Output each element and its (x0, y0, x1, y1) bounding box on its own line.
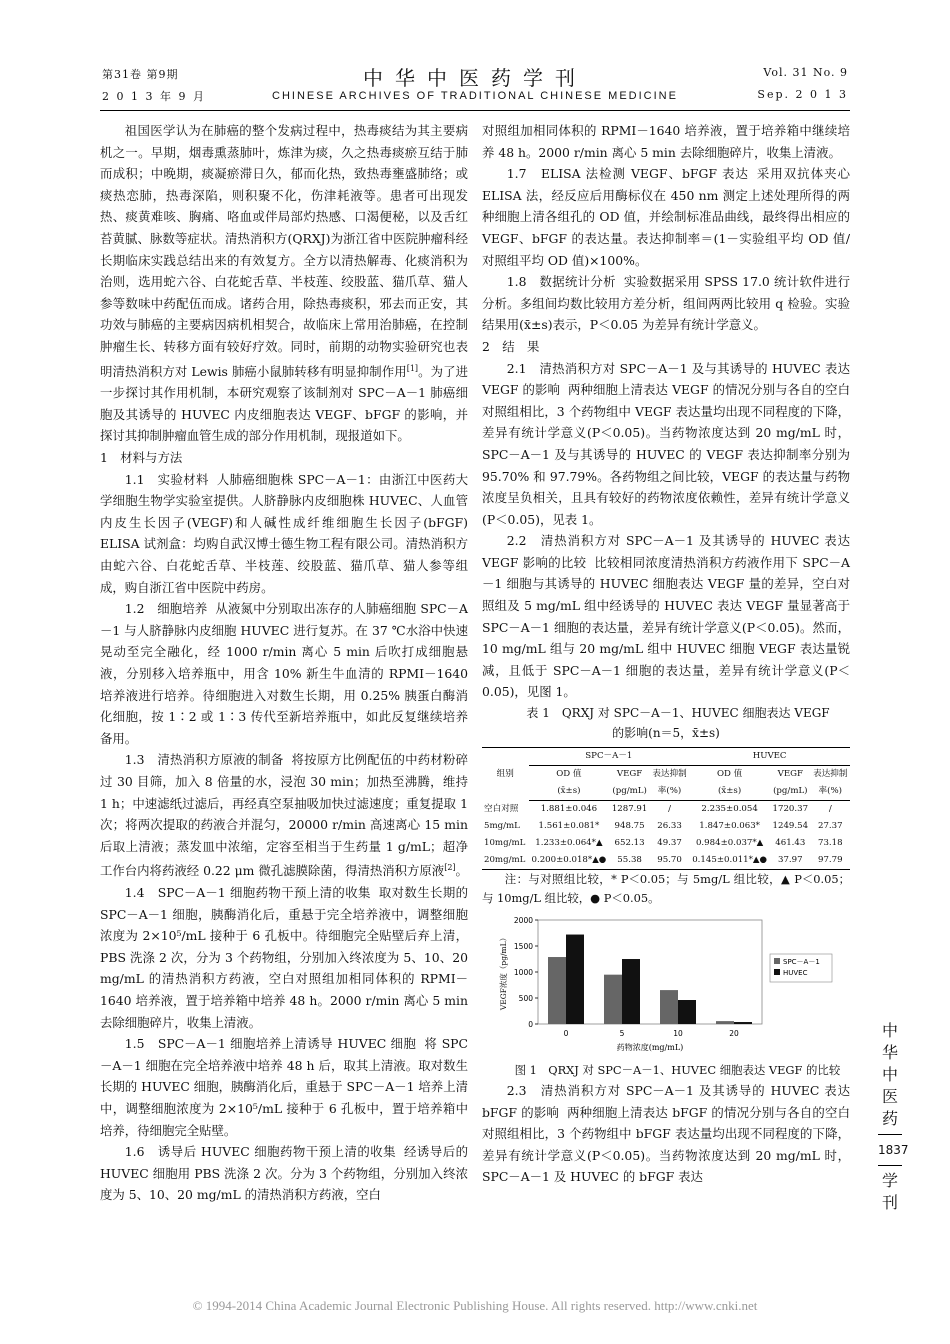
table-header-spc: SPC－A－1 (529, 748, 690, 766)
left-column (100, 120, 468, 1206)
x-tick-label: 20 (729, 1029, 739, 1039)
y-tick-label: 1000 (513, 968, 533, 978)
section-1-5: 1.5 SPC－A－1 细胞培养上清诱导 HUVEC 细胞 将 SPC－A－1 细胞在完全培养液中培养 48 h 后，取其上清液。取对数生长期的 HUVEC 细胞，胰酶消化后，重悬于 SPC－A－1 培养上清中，调整细胞浓度为 2×10⁵/mL 接种于 6 孔板中，置于培养箱中培养，待细胞完全贴壁。 (100, 1036, 468, 1138)
copyright-footer: © 1994-2014 China Academic Journal Electronic Publishing House. All rights reserved. http://www.cnki.net (192, 1298, 758, 1313)
chart-svg (482, 912, 850, 1060)
table-header-od: OD 值 (556, 769, 582, 780)
legend-label: HUVEC (783, 969, 808, 978)
table-header-inhibition-unit: 率(%) (811, 783, 850, 801)
section-2-heading: 2 结 果 (482, 338, 540, 354)
page-number: 1837 (878, 1143, 909, 1157)
y-tick-label: 1500 (513, 942, 533, 952)
y-axis-label: VEGF浓度（pg/mL） (499, 933, 508, 1011)
legend-swatch (774, 969, 780, 975)
right-column (482, 120, 850, 1188)
date-en: Sep. 2 0 1 3 (757, 88, 848, 101)
section-1-6-continued: 对照组加相同体积的 RPMI－1640 培养液，置于培养箱中继续培养 48 h。2000 r/min 离心 5 min 去除细胞碎片，收集上清液。 (482, 123, 850, 160)
table-header-vegf: VEGF (616, 769, 643, 780)
section-2-3: 2.3 清热消积方对 SPC－A－1 及其诱导的 HUVEC 表达 bFGF 的影响 两种细胞上清表达 bFGF 的情况分别与各自的空白对照组相比，3 个药物组中 bFGF 表达量均出现不同程度的下降，差异有统计学意义(P＜0.05)。当药物浓度达到 20 mg/mL 时，SPC－A－1 及 HUVEC 的 bFGF 表达 (482, 1083, 850, 1185)
legend-label: SPC－A－1 (783, 958, 820, 967)
section-1-heading: 1 材料与方法 (100, 450, 183, 466)
table-row: 20mg/mL 0.200±0.018*▲● 55.38 95.70 0.145±0.011*▲● 37.97 97.79 (482, 852, 850, 870)
table-header-inhibition: 表达抑制 (652, 769, 687, 780)
section-1-3: 1.3 清热消积方原液的制备 将按原方比例配伍的中药材粉碎过 30 目筛，加入 8 倍量的水，浸泡 30 min；加热至沸腾，维持 1 h；中速滤纸过滤后，再经真空泵抽吸加快过滤速度；重复提取 1 次；将两次提取的药液合并混匀，20000 r/min 高速离心 15 min 后取上清液；蒸发皿中浓缩，定容至相当于生药量 1 g/mL；超净工作台内将药液经 0.22 μm 微孔滤膜除菌，得清热消积方原液[2]。 (100, 752, 468, 879)
x-axis-label: 药物浓度(mg/mL) (616, 1043, 684, 1053)
table-row: 10mg/mL 1.233±0.064*▲ 652.13 49.37 0.984±0.037*▲ 461.43 73.18 (484, 838, 843, 849)
side-title-bottom: 学刊 (881, 1171, 898, 1212)
bar-huvec (622, 959, 640, 1024)
page-header (100, 62, 850, 111)
bar-huvec (734, 1022, 752, 1024)
y-tick-label: 500 (518, 994, 533, 1004)
legend-swatch (774, 958, 780, 964)
section-1-1: 1.1 实验材料 人肺癌细胞株 SPC－A－1：由浙江中医药大学细胞生物学实验室提供。人脐静脉内皮细胞株 HUVEC、人血管内皮生长因子(VEGF)和人碱性成纤维细胞生长因子(bFGF) ELISA 试剂盒：均购自武汉博士德生物工程有限公司。清热消积方由蛇六谷、白花蛇舌草、半枝莲、绞股蓝、猫爪草、猫人参等组成，购自浙江省中医院中药房。 (100, 471, 468, 595)
bar-huvec (566, 935, 584, 1024)
section-2-1: 2.1 清热消积方对 SPC－A－1 及与其诱导的 HUVEC 表达 VEGF 的影响 两种细胞上清表达 VEGF 的情况分别与各自的空白对照组相比，3 个药物组中 VEGF 表达量均出现不同程度的下降，差异有统计学意义(P＜0.05)。当药物浓度达到 20 mg/mL 时，SPC－A－1 及与其诱导的 HUVEC 的 VEGF 表达抑制率分别为 95.70% 和 97.79%。各药物组之间比较，VEGF 的表达量与药物浓度呈负相关，且具有较好的药物浓度依赖性，差异有统计学意义(P＜0.05)，见表 1。 (482, 360, 850, 527)
divider (878, 1165, 902, 1166)
table-header-huvec: HUVEC (689, 748, 850, 766)
section-1-2: 1.2 细胞培养 从液氮中分别取出冻存的人肺癌细胞 SPC－A－1 与人脐静脉内皮细胞 HUVEC 进行复苏。在 37 ℃水浴中快速晃动至完全融化，经 1000 r/min 离心 5 min 后吹打成细胞悬液，分别移入培养瓶中，用含 10% 新生牛血清的 RPMI－1640 培养液进行培养。待细胞进入对数生长期，用 0.25% 胰蛋白酶消化细胞，按 1∶2 或 1∶3 传代至新培养瓶中，如此反复继续培养备用。 (100, 601, 468, 746)
section-1-4: 1.4 SPC－A－1 细胞药物干预上清的收集 取对数生长期的 SPC－A－1 细胞，胰酶消化后，重悬于完全培养液中，调整细胞浓度为 2×10⁵/mL 接种于 6 孔板中。待细胞完全贴壁后弃上清，PBS 洗涤 2 次，分为 3 个药物组，分别加入终浓度为 5、10、20 mg/mL 的清热消积方药液，空白对照组加相同体积的 RPMI－1640 培养液，置于培养箱中培养 48 h。2000 r/min 离心 5 min 去除细胞碎片，收集上清液。 (100, 885, 469, 1030)
bar-spc (548, 957, 566, 1024)
x-tick-label: 10 (673, 1029, 683, 1039)
bar-spc (604, 975, 622, 1024)
x-tick-label: 0 (563, 1029, 569, 1039)
citation-1[interactable]: [1] (406, 363, 419, 373)
table-header-vegf-unit: (pg/mL) (770, 783, 811, 801)
table-header-od: OD 值 (716, 769, 743, 780)
volume-cn: 第31卷 第9期 (102, 68, 179, 81)
table-header-od-unit: (x̄±s) (689, 783, 770, 801)
section-2-2: 2.2 清热消积方对 SPC－A－1 及其诱导的 HUVEC 表达 VEGF 影响的比较 比较相同浓度清热消积方药液作用下 SPC－A－1 细胞与其诱导的 HUVEC 细胞表达 VEGF 量的差异，空白对照组及 5 mg/mL 组中经诱导的 HUVEC 表达 VEGF 量显著高于 SPC－A－1 细胞的表达量，差异有统计学意义(P＜0.05)。然而，10 mg/mL 组与 20 mg/mL 组中 HUVEC 细胞 VEGF 表达量锐减，且低于 SPC－A－1 细胞的表达量，差异有统计学意义(P＜0.05)，见图 1。 (482, 533, 850, 700)
bar-huvec (678, 1000, 696, 1024)
x-tick-label: 5 (619, 1029, 625, 1039)
date-cn: 2 0 1 3 年 9 月 (102, 90, 206, 103)
table-header-group: 组别 (482, 748, 529, 801)
intro-paragraph: 祖国医学认为在肺癌的整个发病过程中，热毒痰结为其主要病机之一。早期，烟毒熏蒸肺叶，炼津为痰，久之热毒痰瘀互结于肺而成积；中晚期，痰凝瘀滞日久，郁而化热，致热毒壅盛肺络；或痰热恋肺，热毒深陷，则积聚不化，伤津耗液等。患者可出现发热、痰黄难咳、胸痛、咯血或伴局部灼热感、口渴便秘，以及舌红苔黄腻、脉数等症状。清热消积方(QRXJ)为浙江省中医院肿瘤科经长期临床实践总结出来的有效复方。全方以清热解毒、化痰消积为治则，选用蛇六谷、白花蛇舌草、半枝莲、绞股蓝、猫爪草、猫人参等数味中药配伍而成。诸药合用，除热毒痰积，邪去而正安，其功效与肺癌的主要病因病机相契合，故临床上常用治肺癌，在控制肿瘤生长、转移方面有较好疗效。同时，前期的动物实验研究也表明清热消积方对 Lewis 肺癌小鼠肺转移有明显抑制作用[1]。为了进一步探讨其作用机制，本研究观察了该制剂对 SPC－A－1 肺癌细胞及其诱导的 HUVEC 内皮细胞表达 VEGF、bFGF 的影响，并探讨其抑制肿瘤血管生成的部分作用机制，现报道如下。 (100, 123, 468, 444)
section-1-7: 1.7 ELISA 法检测 VEGF、bFGF 表达 采用双抗体夹心 ELISA 法，经反应后用酶标仪在 450 nm 测定上述处理所得的两种细胞上清各组孔的 OD 值，并绘制标准品曲线，最终得出相应的 VEGF、bFGF 的表达量。表达抑制率＝(1－实验组平均 OD 值/对照组平均 OD 值)×100%。 (482, 166, 851, 268)
section-1-8: 1.8 数据统计分析 实验数据采用 SPSS 17.0 统计软件进行分析。多组间均数比较用方差分析，组间两两比较用 q 检验。实验结果用(x̄±s)表示，P＜0.05 为差异有统计学意义。 (482, 274, 850, 333)
volume-en: Vol. 31 No. 9 (763, 66, 848, 79)
side-journal-label (878, 1020, 909, 1214)
bar-spc (716, 1021, 734, 1024)
table-row: 空白对照 1.881±0.046 1287.91 / 2.235±0.054 1720.37 / (484, 803, 832, 815)
citation-2[interactable]: [2] (444, 863, 456, 873)
journal-title-cn: 中华中医药学刊 (363, 66, 587, 90)
table-row: 5mg/mL 1.561±0.081* 948.75 26.33 1.847±0.063* 1249.54 27.37 (484, 821, 843, 832)
section-1-6: 1.6 诱导后 HUVEC 细胞药物干预上清的收集 经诱导后的 HUVEC 细胞用 PBS 洗涤 2 次。分为 3 个药物组，分别加入终浓度为 5、10、20 mg/mL 的清热消积方药液，空白 (100, 1144, 468, 1203)
table-header-vegf-unit: (pg/mL) (609, 783, 650, 801)
table-header-inhibition-unit: 率(%) (650, 783, 689, 801)
table-title: 表 1 QRXJ 对 SPC－A－1、HUVEC 细胞表达 VEGF 的影响(n＝5，x̄±s) (526, 706, 830, 741)
bar-spc (660, 990, 678, 1024)
y-tick-label: 0 (528, 1020, 533, 1030)
divider (878, 1134, 902, 1135)
table-header-od-unit: (x̄±s) (529, 783, 610, 801)
table-header-inhibition: 表达抑制 (813, 769, 848, 780)
table-note: 注：与对照组比较，* P＜0.05；与 5mg/L 组比较，▲ P＜0.05；与 10mg/L 组比较，● P＜0.05。 (482, 872, 850, 906)
figure-caption: 图 1 QRXJ 对 SPC－A－1、HUVEC 细胞表达 VEGF 的比较 (514, 1063, 841, 1078)
y-tick-label: 2000 (513, 916, 533, 926)
journal-title-en: CHINESE ARCHIVES OF TRADITIONAL CHINESE MEDICINE (272, 90, 678, 102)
table-header-vegf: VEGF (777, 769, 803, 780)
vegf-table (482, 747, 850, 870)
vegf-bar-chart (482, 912, 850, 1060)
side-title: 中华中医药 (881, 1021, 898, 1128)
